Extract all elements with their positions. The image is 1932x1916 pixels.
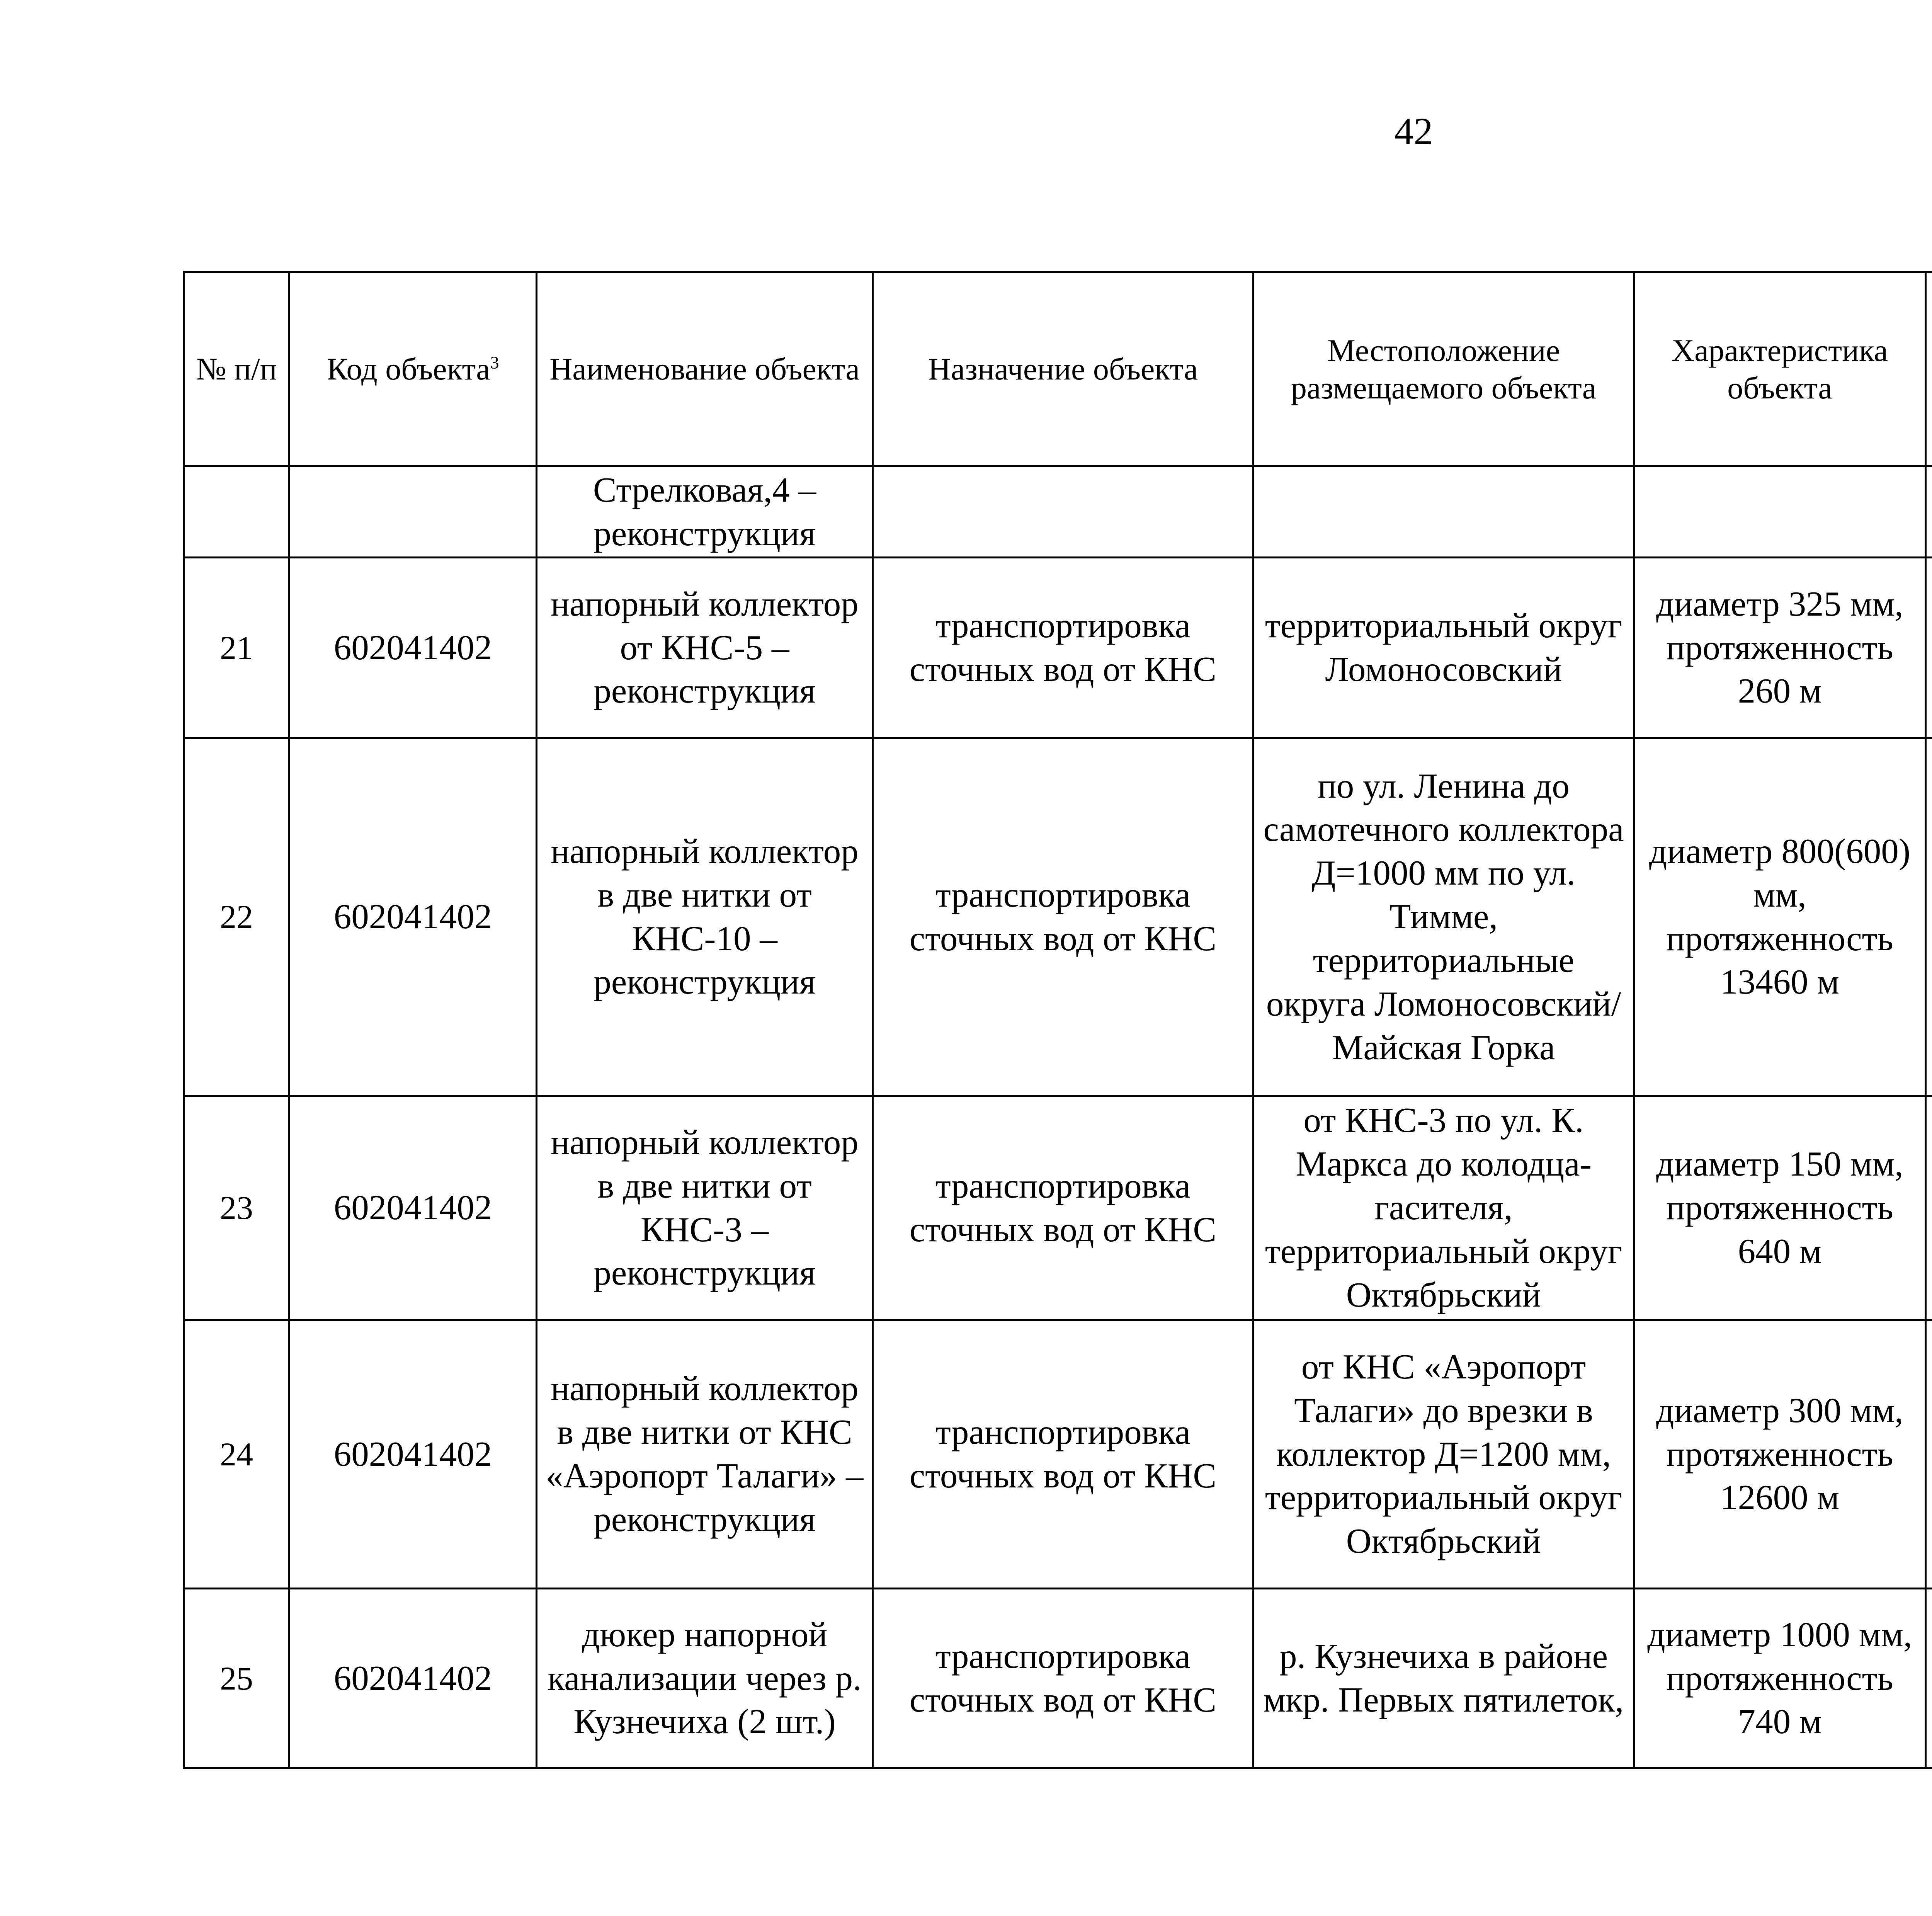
table-header-row [184,272,1932,466]
cell-name: Стрелковая,4 – реконструкция [537,466,873,558]
cell-code: 602041402 [289,1589,537,1768]
table-row [184,1320,1932,1589]
cell-purpose: транспортировка сточных вод от КНС [873,1320,1253,1589]
cell-name: напорный коллектор от КНС-5 – реконструкция [537,558,873,738]
cell-location [1253,466,1634,558]
cell-code: 602041402 [289,738,537,1096]
cell-name: напорный коллектор в две нитки от КНС «Аэропорт Талаги» – реконструкция [537,1320,873,1589]
cell-code: 602041402 [289,1320,537,1589]
cell-characteristic: диаметр 1000 мм, протяженность 740 м [1634,1589,1926,1768]
cell-name: напорный коллектор в две нитки от КНС-10 – реконструкция [537,738,873,1096]
cell-zones [1926,466,1932,558]
table-row [184,558,1932,738]
cell-location: от КНС «Аэропорт Талаги» до врезки в коллектор Д=1200 мм, территориальный округ Октябрьский [1253,1320,1634,1589]
cell-code [289,466,537,558]
footnote-marker: 3 [490,353,499,373]
cell-zones [1926,1096,1932,1320]
table-row [184,466,1932,558]
page-number: 42 [1394,110,1433,153]
cell-code: 602041402 [289,558,537,738]
cell-characteristic: диаметр 325 мм, протяженность 260 м [1634,558,1926,738]
cell-location: от КНС-3 по ул. К. Маркса до колодца-гасителя, территориальный округ Октябрьский [1253,1096,1634,1320]
objects-table [183,271,1932,1769]
header-code [289,272,537,466]
cell-location: по ул. Ленина до самотечного коллектора Д=1000 мм по ул. Тимме, территориальные округа Ломоносовский/Майская Горка [1253,738,1634,1096]
cell-code: 602041402 [289,1096,537,1320]
cell-name: напорный коллектор в две нитки от КНС-3 – реконструкция [537,1096,873,1320]
table-row [184,1096,1932,1320]
cell-zones [1926,738,1932,1096]
cell-name: дюкер напорной канализации через р. Кузнечиха (2 шт.) [537,1589,873,1768]
cell-purpose: транспортировка сточных вод от КНС [873,558,1253,738]
header-code-label: Код объекта [327,351,490,387]
cell-zones [1926,1320,1932,1589]
cell-location: р. Кузнечиха в районе мкр. Первых пятилеток, [1253,1589,1634,1768]
cell-purpose: транспортировка сточных вод от КНС [873,738,1253,1096]
cell-characteristic: диаметр 300 мм, протяженность 12600 м [1634,1320,1926,1589]
header-zones [1926,272,1932,466]
cell-zones [1926,1589,1932,1768]
cell-purpose [873,466,1253,558]
cell-zones [1926,558,1932,738]
cell-num [184,466,289,558]
header-name: Наименование объекта [537,272,873,466]
header-location: Местоположение размещаемого объекта [1253,272,1634,466]
cell-num: 23 [184,1096,289,1320]
cell-num: 21 [184,558,289,738]
cell-location: территориальный округ Ломоносовский [1253,558,1634,738]
table-row [184,1589,1932,1768]
cell-num: 22 [184,738,289,1096]
cell-purpose: транспортировка сточных вод от КНС [873,1096,1253,1320]
cell-purpose: транспортировка сточных вод от КНС [873,1589,1253,1768]
table-row [184,738,1932,1096]
cell-characteristic: диаметр 150 мм, протяженность 640 м [1634,1096,1926,1320]
cell-characteristic: диаметр 800(600) мм, протяженность 13460 м [1634,738,1926,1096]
cell-characteristic [1634,466,1926,558]
header-purpose: Назначение объекта [873,272,1253,466]
header-characteristic: Характеристика объекта [1634,272,1926,466]
cell-num: 24 [184,1320,289,1589]
cell-num: 25 [184,1589,289,1768]
header-num: № п/п [184,272,289,466]
